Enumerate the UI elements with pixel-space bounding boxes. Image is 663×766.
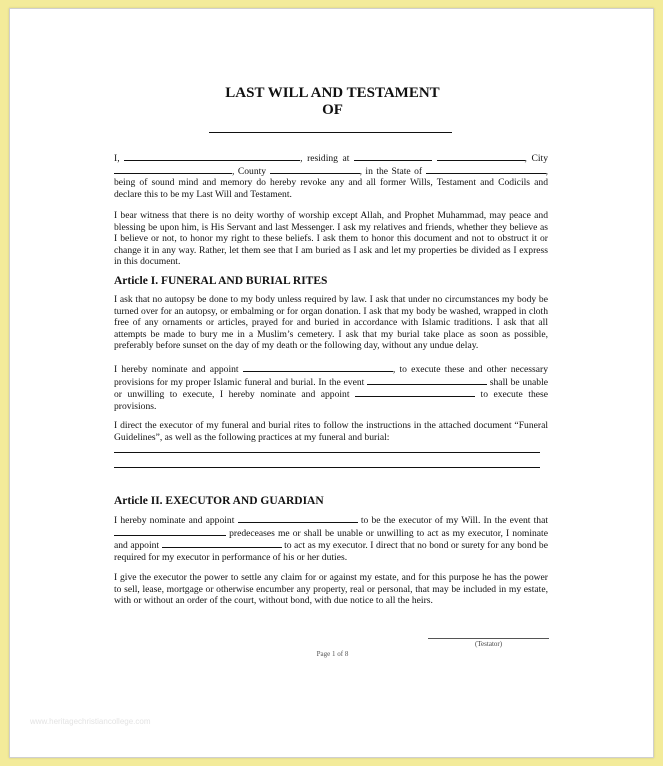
article-2-heading: Article II. EXECUTOR AND GUARDIAN (114, 495, 324, 507)
page-number: Page 1 of 8 (316, 650, 349, 658)
instructions-line-2 (114, 467, 540, 468)
county-blank (270, 165, 360, 174)
alternate-executor-blank (162, 539, 282, 548)
text-unable: shall be unable or unwilling to execute, I hereby nominate and appoint (114, 376, 548, 401)
text-county: , County (232, 165, 267, 177)
faith-paragraph: I bear witness that there is no deity worthy of worship except Allah, and Prophet Muhammad, may peace and blessing be upon him, is His Servant and last Messenger. I ask my relatives and friends, whether they believe as I believe or not, to honor my right to these beliefs. I ask them to honor this document and not to obstruct it or change it in any way. Rather, let them see that I am buried as I ask and let my properties be divided as I express in this document. (114, 210, 548, 268)
document-page (9, 8, 654, 758)
article-2-paragraph-1 (114, 514, 548, 563)
state-blank (426, 165, 546, 174)
article-2-paragraph-2: I give the executor the power to settle any claim for or against my estate, and for this purpose he has the power to sell, lease, mortgage or otherwise encumber any property, real or personal, that may be included in my estate, with or without an order of the court, without bond, with due notice to all the heirs. (114, 572, 548, 607)
text-city: , City (524, 153, 549, 164)
text-provisions: , to execute these and other necessary provisions for my proper Islamic funeral and burial. In the event (114, 364, 548, 388)
executor-blank-2 (114, 527, 226, 536)
instructions-line-1 (114, 452, 540, 453)
article-1-paragraph-2 (114, 363, 548, 412)
text-predeceases: predeceases me or shall be unable or unwilling to act as my executor, I nominate and appoint (114, 527, 548, 552)
address-blank-2 (437, 152, 525, 161)
article-1-paragraph-1: I ask that no autopsy be done to my body unless required by law. I ask that under no circumstances my body be turned over for an autopsy, or embalming or for organ donation. I ask that my body be washed, wrapped in cloth free of any ornaments or articles, prayed for and buried in accordance with Islamic traditions. I ask that all attempts be made to bury me in a Muslim’s cemetery. I ask that my burial take place as soon as possible, preferably before sunset on the day of my death or the following day, without any undue delay. (114, 294, 548, 352)
text-nominate: I hereby nominate and appoint (114, 364, 239, 375)
article-1-paragraph-3: I direct the executor of my funeral and burial rites to follow the instructions in the attached document “Funeral Guidelines”, as well as the following practices at my funeral and burial: (114, 420, 548, 443)
watermark: www.heritagechristiancollege.com (30, 717, 151, 726)
name-blank (124, 152, 300, 161)
address-blank (354, 152, 432, 161)
text-i: I, (114, 153, 120, 164)
text-residing-at: , residing at (300, 153, 350, 164)
title-line-1: LAST WILL AND TESTAMENT (225, 85, 440, 101)
testator-signature-line (428, 638, 549, 639)
testator-label: (Testator) (474, 640, 503, 648)
title-line-2: OF (322, 102, 343, 118)
text-nominate-executor: I hereby nominate and appoint (114, 515, 235, 526)
funeral-executor-blank (243, 363, 393, 372)
testator-name-blank (209, 132, 452, 133)
text-no-bond: to act as my executor. I direct that no bond or surety for any bond be required for my executor in performance of his or her duties. (114, 540, 548, 563)
executor-blank (238, 514, 358, 523)
document-title (10, 85, 655, 119)
funeral-executor-blank-2 (367, 376, 487, 385)
text-in-state: , in the State of (359, 165, 423, 177)
declaration-paragraph (114, 152, 548, 200)
text-be-executor: to be the executor of my Will. In the event that (360, 515, 549, 526)
alternate-funeral-executor-blank (355, 388, 475, 397)
text-revoke: , being of sound mind and memory do hereby revoke any and all former Wills, Testament and Codicils and declare this to be my Last Will and Testament. (114, 165, 548, 200)
article-1-heading: Article I. FUNERAL AND BURIAL RITES (114, 275, 328, 287)
city-blank (114, 165, 232, 174)
text-execute: to execute these provisions. (114, 389, 548, 412)
